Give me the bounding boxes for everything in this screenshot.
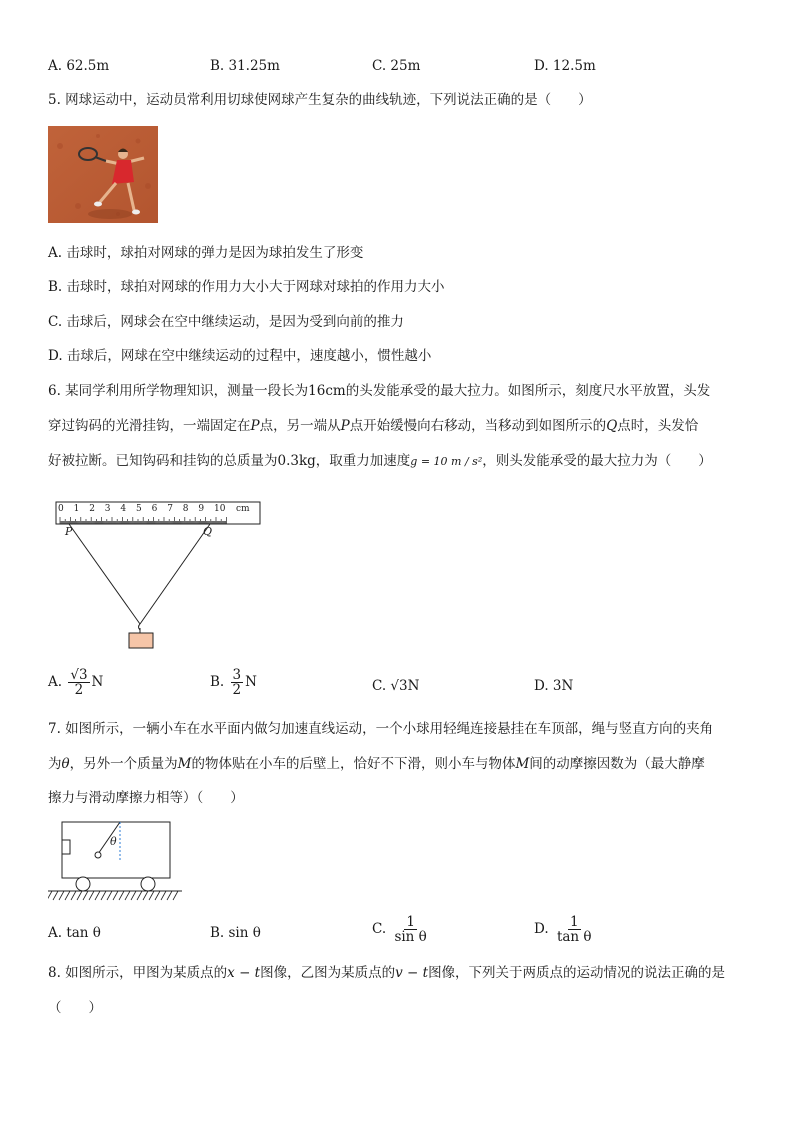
q8-line-1: 8. 如图所示，甲图为某质点的x − t图像，乙图为某质点的v − t图像，下列关于两质点的运动情况的说法正确的是 [48, 965, 726, 981]
label-p: P [65, 525, 73, 538]
ground-hatch [53, 891, 58, 900]
q6-line-2: 穿过钩码的光滑挂钩，一端固定在P点，另一端从P点开始缓慢向右移动，当移动到如图所示的Q点时，头发恰 [48, 418, 699, 434]
label-q: Q [203, 525, 213, 538]
q6-option-d: D. 3N [534, 678, 574, 694]
q7-figure [48, 818, 184, 908]
ruler-tick-label: 8 [182, 504, 189, 514]
ground-hatch [77, 891, 82, 900]
q6-option-a: A. $\frac{√3}{2}$ N [48, 667, 104, 698]
q5-option-a: A. 击球时，球拍对网球的弹力是因为球拍发生了形变 [48, 245, 364, 261]
ground-hatch [143, 891, 148, 900]
q5-option-c: C. 击球后，网球会在空中继续运动，是因为受到向前的推力 [48, 314, 404, 330]
ground-hatch [113, 891, 118, 900]
ground-hatch [119, 891, 124, 900]
ruler-tick-label: 9 [198, 504, 205, 514]
ruler-tick-label: 2 [89, 504, 95, 514]
ruler-tick-label: 10 [214, 504, 226, 514]
cart-body [62, 822, 170, 878]
q8-line-2: （ ） [48, 1000, 102, 1016]
q7-line-1: 7. 如图所示，一辆小车在水平面内做匀加速直线运动，一个小球用轻绳连接悬挂在车顶部，绳与竖直方向的夹角 [48, 721, 714, 737]
q4-option-a: A. 62.5m [48, 58, 110, 74]
ground-hatch [137, 891, 142, 900]
theta-label: θ [110, 835, 117, 848]
ruler-tick-label: 6 [151, 504, 158, 514]
ground-hatch [131, 891, 136, 900]
ground-hatch [59, 891, 64, 900]
hook-weight [129, 633, 153, 648]
ground-hatch [149, 891, 154, 900]
wheel-left [76, 877, 90, 891]
ground-hatch [101, 891, 106, 900]
ground-hatch [71, 891, 76, 900]
ground-hatch [161, 891, 166, 900]
ground-hatch [125, 891, 130, 900]
ground-hatch [107, 891, 112, 900]
ground-hatch [48, 891, 52, 900]
q5-stem: 5. 网球运动中，运动员常利用切球使网球产生复杂的曲线轨迹，下列说法正确的是（ ） [48, 92, 592, 108]
q5-option-d: D. 击球后，网球在空中继续运动的过程中，速度越小，惯性越小 [48, 348, 432, 364]
q7-line-2: 为θ，另外一个质量为M的物体贴在小车的后壁上，恰好不下滑，则小车与物体M间的动摩擦因数为（最大静摩 [48, 756, 705, 772]
ruler-tick-label: 4 [120, 504, 127, 514]
q7-option-d: D. $\frac{1}{\text{tan θ}}$ [534, 914, 592, 945]
ground-hatch [173, 891, 178, 900]
ruler-tick-label: 1 [73, 504, 80, 514]
q6-option-b: B. $\frac{3}{2}$ N [210, 667, 257, 698]
q4-option-d: D. 12.5m [534, 58, 596, 74]
q5-option-b: B. 击球时，球拍对网球的作用力大小大于网球对球拍的作用力大小 [48, 279, 445, 295]
q6-line-3: 好被拉断。已知钩码和挂钩的总质量为0.3kg，取重力加速度g = 10 m / s²，则头发能承受的最大拉力为（ ） [48, 453, 712, 469]
ground-hatch [89, 891, 94, 900]
ground-hatch [83, 891, 88, 900]
q7-option-a: A. tan θ [48, 925, 101, 941]
ruler-tick-label: 3 [104, 504, 111, 514]
q7-line-3: 擦力与滑动摩擦力相等）（ ） [48, 790, 244, 806]
q7-option-b: B. sin θ [210, 925, 261, 941]
ruler-tick-label: 0 [58, 504, 64, 514]
ground-hatch [155, 891, 160, 900]
ground-hatch [95, 891, 100, 900]
ruler-tick-label: 7 [167, 504, 173, 514]
q4-option-c: C. 25m [372, 58, 421, 74]
ground-hatch [65, 891, 70, 900]
ground-hatch [167, 891, 172, 900]
q7-option-c: C. $\frac{1}{\text{sin θ}}$ [372, 914, 427, 945]
ball [95, 852, 101, 858]
wheel-right [141, 877, 155, 891]
q6-figure [52, 500, 264, 654]
q6-line-1: 6. 某同学利用所学物理知识，测量一段长为16cm的头发能承受的最大拉力。如图所示，刻度尺水平放置，头发 [48, 383, 711, 399]
ruler-tick-label: 5 [136, 504, 142, 514]
q6-option-c: C. √3N [372, 678, 420, 694]
block-m [62, 840, 70, 854]
tennis-photo [48, 126, 158, 223]
ruler-unit: cm [236, 504, 250, 514]
q4-option-b: B. 31.25m [210, 58, 280, 74]
